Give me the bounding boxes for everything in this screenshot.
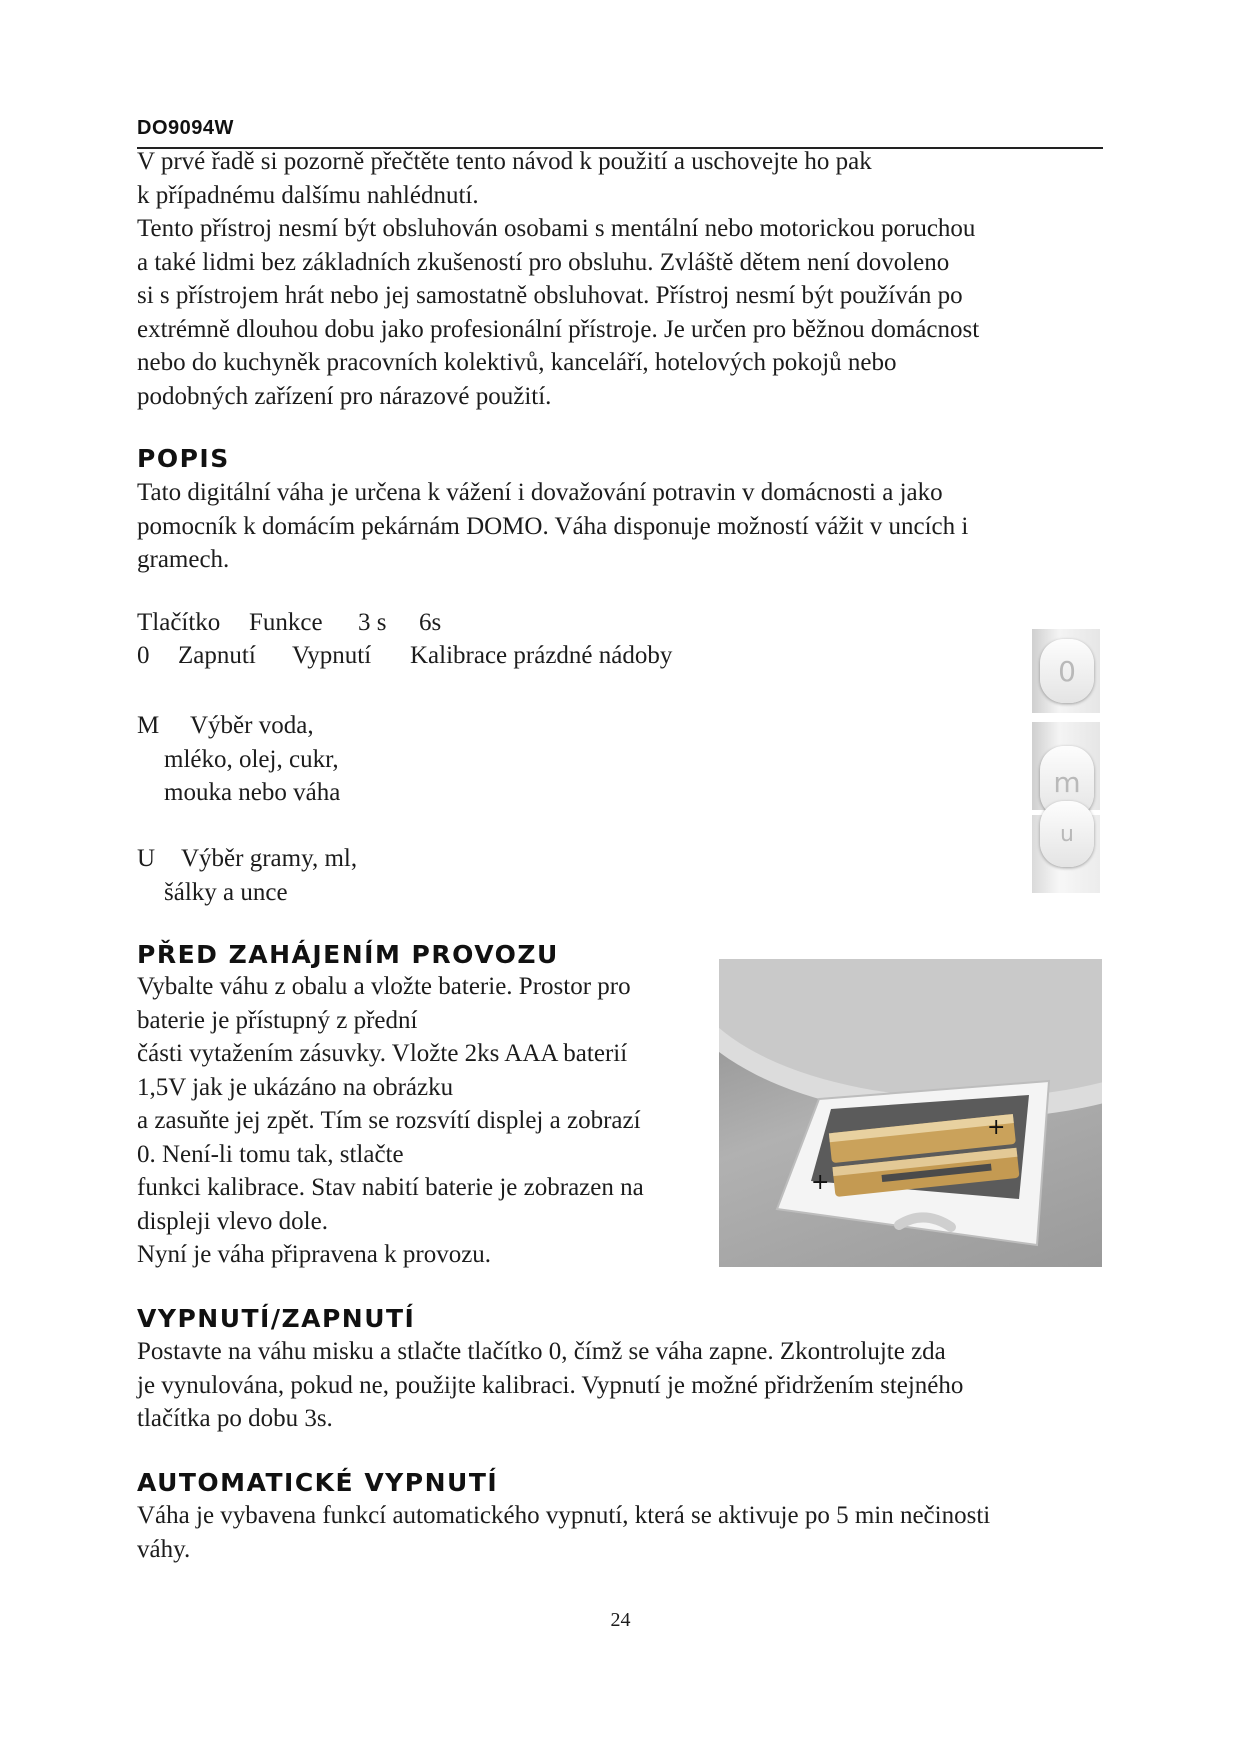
vypnuti-line: je vynulována, pokud ne, použijte kalibraci. Vypnutí je možné přidržením stejného (137, 1371, 964, 1399)
table-row-u (137, 842, 357, 909)
table-header-row (137, 609, 1037, 643)
zero-button-photo (1032, 629, 1100, 713)
u-button-photo (1032, 815, 1100, 893)
pred-line: baterie je přístupný z přední (137, 1006, 418, 1034)
auto-line: Váha je vybavena funkcí automatického vypnutí, která se aktivuje po 5 min nečinosti (137, 1502, 991, 1529)
pred-line: části vytažením zásuvky. Vložte 2ks AAA baterií (137, 1040, 628, 1067)
model-number: DO9094W (137, 117, 234, 139)
vypnuti-paragraph (137, 1335, 963, 1436)
pred-paragraph (137, 970, 644, 1272)
col-header-function: Funkce (249, 609, 323, 636)
intro-line: a také lidmi bez základních zkušeností pro obsluhu. Zvláště dětem není dovoleno (137, 248, 950, 276)
pred-line: Vybalte váhu z obalu a vložte baterie. Prostor pro (137, 973, 631, 1000)
rowM-key: M (137, 712, 160, 739)
intro-line: Tento přístroj nesmí být obsluhován osobami s mentální nebo motorickou poruchou (137, 215, 976, 242)
intro-line: si s přístrojem hrát nebo jej samostatně obsluhovat. Přístroj nesmí být používán po (137, 282, 963, 309)
col-header-button: Tlačítko (137, 609, 221, 636)
m-button-icon: m (1040, 746, 1094, 818)
pred-line: 0. Není-li tomu tak, stlačte (137, 1140, 404, 1168)
pred-line: funkci kalibrace. Stav nabití baterie je zobrazen na (137, 1174, 644, 1201)
auto-paragraph (137, 1499, 990, 1566)
popis-line: pomocník k domácím pekárnám DOMO. Váha disponuje možností vážit v uncích i (137, 512, 969, 540)
rowU-line: šálky a unce (164, 878, 288, 906)
battery-illustration (719, 959, 1102, 1267)
intro-line: podobných zařízení pro nárazové použití. (137, 382, 552, 410)
intro-paragraph (137, 145, 979, 413)
rowU-key: U (137, 845, 156, 872)
row0-3s: Vypnutí (292, 642, 372, 669)
intro-line: extrémně dlouhou dobu jako profesionální přístroje. Je určen pro běžnou domácnost (137, 315, 980, 343)
battery-compartment-photo (719, 959, 1102, 1267)
vypnuti-line: Postavte na váhu misku a stlačte tlačítko 0, čímž se váha zapne. Zkontrolujte zda (137, 1338, 946, 1365)
auto-heading: AUTOMATICKÉ VYPNUTÍ (137, 1468, 499, 1497)
pred-line: 1,5V jak je ukázáno na obrázku (137, 1073, 454, 1101)
battery-plus-sign: + (811, 1170, 830, 1195)
rowM-line: Výběr voda, (190, 712, 314, 739)
row0-key: 0 (137, 642, 150, 669)
col-header-3s: 3 s (358, 609, 387, 636)
pred-heading: PŘED ZAHÁJENÍM PROVOZU (137, 940, 559, 969)
intro-line: nebo do kuchyněk pracovních kolektivů, kanceláří, hotelových pokojů nebo (137, 349, 897, 376)
pred-line: a zasuňte jej zpět. Tím se rozsvítí displej a zobrazí (137, 1107, 641, 1134)
vypnuti-line: tlačítka po dobu 3s. (137, 1405, 333, 1432)
battery-plus-sign: + (987, 1115, 1006, 1140)
col-header-6s: 6s (419, 609, 442, 636)
vypnuti-heading: VYPNUTÍ/ZAPNUTÍ (137, 1304, 416, 1333)
popis-paragraph (137, 476, 968, 577)
row0-6s: Kalibrace prázdné nádoby (410, 642, 673, 669)
popis-line: gramech. (137, 546, 230, 573)
popis-heading: POPIS (137, 444, 230, 473)
row0-function: Zapnutí (178, 642, 256, 669)
rowM-line: mléko, olej, cukr, (164, 745, 339, 773)
rowU-line: Výběr gramy, ml, (181, 845, 358, 872)
pred-line: displeji vlevo dole. (137, 1207, 328, 1235)
table-row-0 (137, 642, 1037, 676)
u-button-icon: u (1040, 801, 1094, 867)
intro-line: k případnému dalšímu nahlédnutí. (137, 181, 479, 209)
intro-line: V prvé řadě si pozorně přečtěte tento návod k použití a uschovejte ho pak (137, 148, 872, 175)
auto-line: váhy. (137, 1535, 191, 1563)
zero-button-icon: 0 (1040, 639, 1094, 703)
rowM-line: mouka nebo váha (164, 779, 341, 806)
m-button-photo (1032, 722, 1100, 810)
page-number: 24 (610, 1609, 631, 1631)
table-row-m (137, 709, 340, 810)
popis-line: Tato digitální váha je určena k vážení i dovažování potravin v domácnosti a jako (137, 479, 943, 506)
pred-line: Nyní je váha připravena k provozu. (137, 1241, 492, 1268)
